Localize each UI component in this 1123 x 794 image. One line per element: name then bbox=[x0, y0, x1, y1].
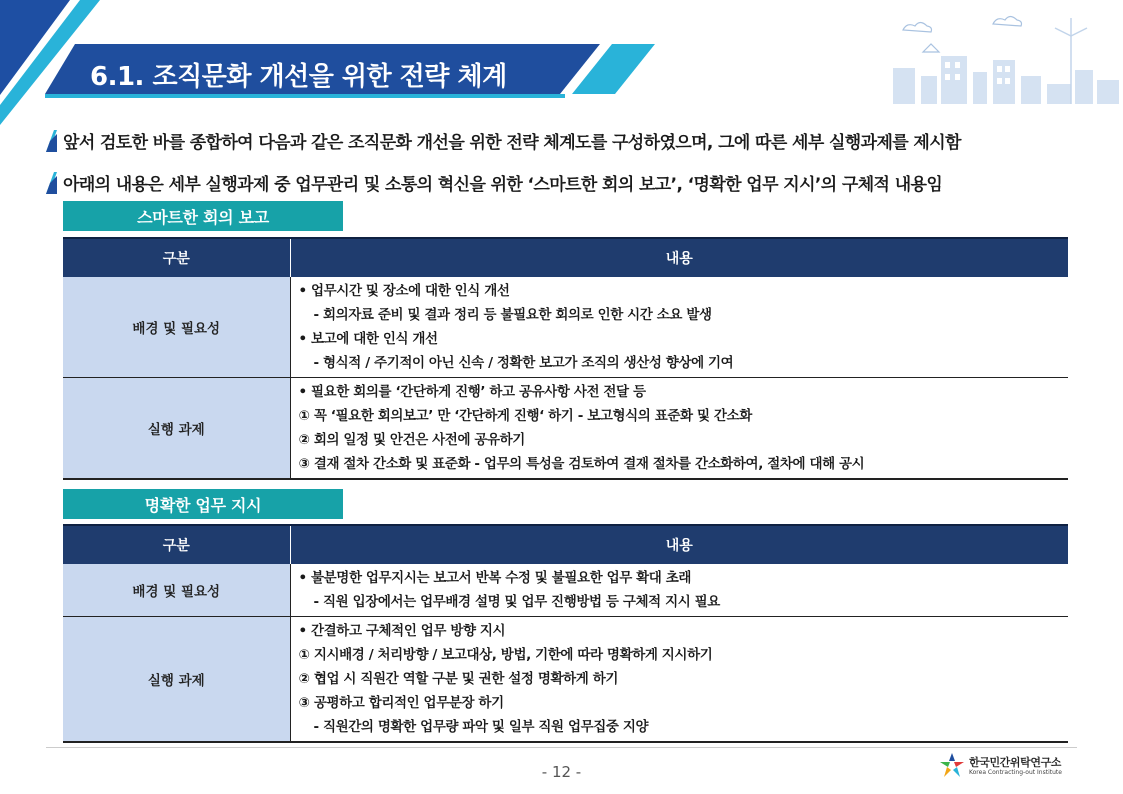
table-header-row bbox=[63, 238, 1068, 277]
page-number: - 12 - bbox=[541, 763, 582, 781]
content-line: ③ 공평하고 합리적인 업무분장 하기 bbox=[298, 695, 504, 711]
content-line: - 직원 입장에서는 업무배경 설명 및 업무 진행방법 등 구체적 지시 필요 bbox=[313, 594, 720, 610]
table-row bbox=[63, 617, 1068, 743]
intro-line-2 bbox=[46, 170, 942, 195]
content-line: ② 협업 시 직원간 역할 구분 및 권한 설정 명확하게 하기 bbox=[298, 671, 618, 687]
content-line: ③ 결재 절차 간소화 및 표준화 - 업무의 특성을 검토하여 결재 절차를 간소화하여, 절차에 대해 공시 bbox=[298, 456, 865, 472]
header-content: 내용 bbox=[290, 525, 1068, 564]
content-line: ① 꼭 ‘필요한 회의보고’ 만 ‘간단하게 진행‘ 하기 - 보고형식의 표준화 및 간소화 bbox=[298, 408, 752, 424]
org-logo bbox=[940, 753, 1062, 779]
page-title: 6.1. 조직문화 개선을 위한 전략 체계 bbox=[90, 62, 507, 92]
row-content bbox=[290, 378, 1068, 480]
content-line: ② 회의 일정 및 안건은 사전에 공유하기 bbox=[298, 432, 525, 448]
city-skyline-illustration bbox=[883, 6, 1123, 106]
org-logo-icon bbox=[940, 753, 964, 779]
table-row bbox=[63, 378, 1068, 480]
content-line: - 회의자료 준비 및 결과 정리 등 불필요한 회의로 인한 시간 소요 발생 bbox=[313, 307, 712, 323]
content-line: • 불분명한 업무지시는 보고서 반복 수정 및 불필요한 업무 확대 초래 bbox=[298, 570, 692, 586]
slash-bullet-icon bbox=[46, 130, 57, 152]
row-label: 배경 및 필요성 bbox=[63, 564, 290, 617]
slash-bullet-icon bbox=[46, 172, 57, 194]
org-name-ko: 한국민간위탁연구소 bbox=[969, 755, 1062, 769]
org-name-en: Korea Contracting-out Institute bbox=[969, 768, 1062, 776]
row-content bbox=[290, 564, 1068, 617]
intro-line-1 bbox=[46, 128, 961, 153]
row-label: 실행 과제 bbox=[63, 378, 290, 480]
table-row bbox=[63, 277, 1068, 378]
content-line: • 업무시간 및 장소에 대한 인식 개선 bbox=[298, 283, 510, 299]
content-line: • 필요한 회의를 ‘간단하게 진행’ 하고 공유사항 사전 전달 등 bbox=[298, 384, 646, 400]
content-line: - 형식적 / 주기적이 아닌 신속 / 정확한 보고가 조직의 생산성 향상에 기여 bbox=[313, 355, 734, 371]
row-content bbox=[290, 277, 1068, 378]
content-line: • 간결하고 구체적인 업무 방향 지시 bbox=[298, 623, 506, 639]
row-label: 실행 과제 bbox=[63, 617, 290, 743]
row-label: 배경 및 필요성 bbox=[63, 277, 290, 378]
table-row bbox=[63, 564, 1068, 617]
intro-text-1: 앞서 검토한 바를 종합하여 다음과 같은 조직문화 개선을 위한 전략 체계도를 구성하였으며, 그에 따른 세부 실행과제를 제시함 bbox=[63, 133, 961, 153]
header-category: 구분 bbox=[63, 238, 290, 277]
row-content bbox=[290, 617, 1068, 743]
header-content: 내용 bbox=[290, 238, 1068, 277]
table-header-row bbox=[63, 525, 1068, 564]
header-category: 구분 bbox=[63, 525, 290, 564]
section-label-smart-meeting: 스마트한 회의 보고 bbox=[63, 201, 343, 231]
footer-divider bbox=[46, 747, 1077, 748]
intro-text-2: 아래의 내용은 세부 실행과제 중 업무관리 및 소통의 혁신을 위한 ‘스마트한 회의 보고’, ‘명확한 업무 지시’의 구체적 내용임 bbox=[63, 175, 943, 195]
table-clear-instruction bbox=[63, 524, 1068, 743]
content-line: • 보고에 대한 인식 개선 bbox=[298, 331, 438, 347]
section-label-clear-instruction: 명확한 업무 지시 bbox=[63, 489, 343, 519]
content-line: ① 지시배경 / 처리방향 / 보고대상, 방법, 기한에 따라 명확하게 지시하기 bbox=[298, 647, 713, 663]
table-smart-meeting bbox=[63, 237, 1068, 480]
content-line: - 직원간의 명확한 업무량 파악 및 일부 직원 업무집중 지양 bbox=[313, 719, 649, 735]
